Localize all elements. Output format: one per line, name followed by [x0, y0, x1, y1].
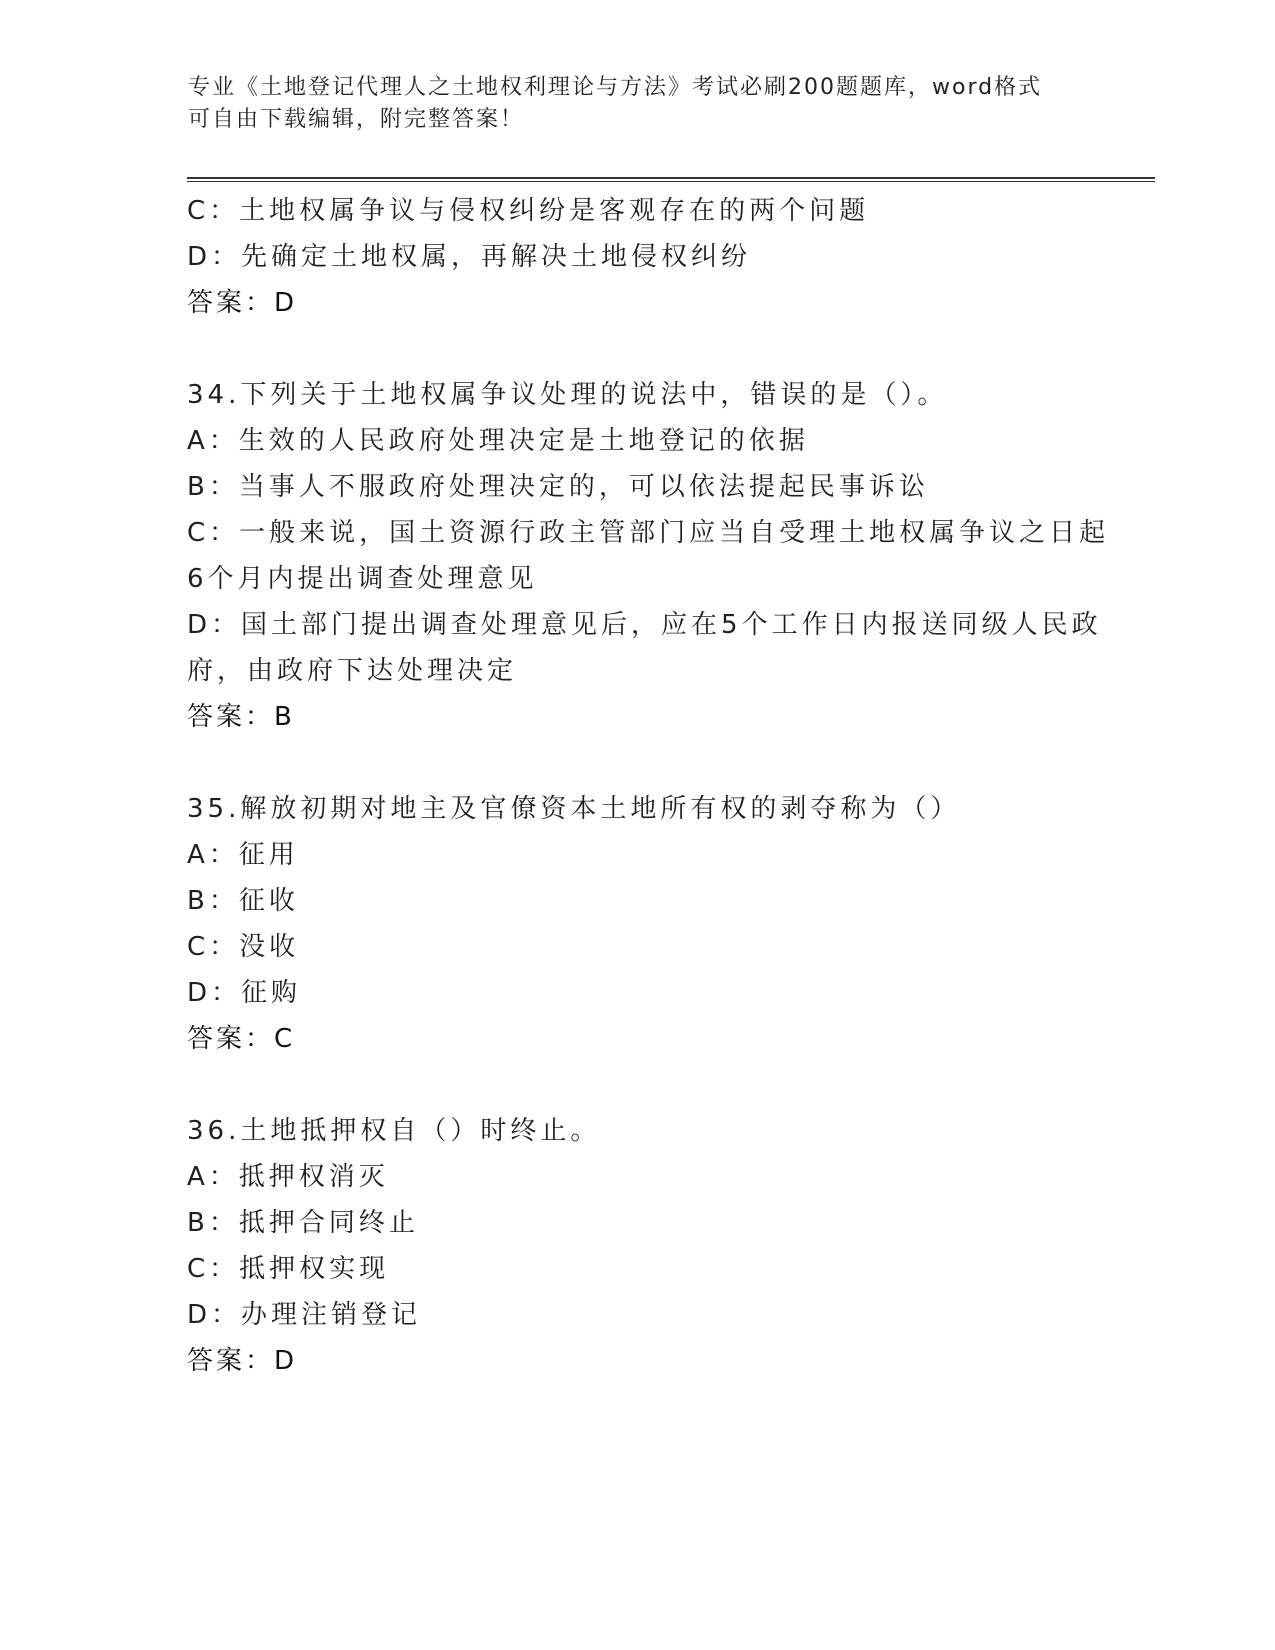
question-33-continued	[187, 188, 1087, 326]
header-divider-thick	[187, 177, 1155, 179]
option-a: A：抵押权消灭	[187, 1162, 389, 1192]
question-35	[187, 786, 1087, 1062]
option-d: D：先确定土地权属，再解决土地侵权纠纷	[187, 242, 752, 272]
option-d: D：办理注销登记	[187, 1300, 422, 1330]
option-b: B：抵押合同终止	[187, 1208, 419, 1238]
option-a: A：征用	[187, 840, 299, 870]
header-title-line-1: 专业《土地登记代理人之土地权利理论与方法》考试必刷200题题库，word格式	[188, 75, 1043, 100]
option-b: B：当事人不服政府处理决定的，可以依法提起民事诉讼	[187, 472, 929, 502]
spacer	[187, 1062, 1087, 1108]
spacer	[187, 326, 1087, 372]
answer-line: 答案：B	[187, 702, 295, 732]
header-title-line-2: 可自由下载编辑，附完整答案！	[188, 107, 525, 132]
option-a: A：生效的人民政府处理决定是土地登记的依据	[187, 426, 809, 456]
spacer	[187, 740, 1087, 786]
header-divider-thin	[187, 181, 1155, 182]
option-c: C：没收	[187, 932, 300, 962]
question-34	[187, 372, 1110, 740]
question-stem: 35.解放初期对地主及官僚资本土地所有权的剥夺称为（）	[187, 794, 961, 824]
option-d: D：征购	[187, 978, 302, 1008]
answer-line: 答案：D	[187, 288, 298, 318]
question-stem: 34.下列关于土地权属争议处理的说法中，错误的是（）。	[187, 380, 948, 410]
question-36	[187, 1108, 1087, 1384]
option-c-continued: 6个月内提出调查处理意见	[187, 564, 538, 594]
option-c: C：土地权属争议与侵权纠纷是客观存在的两个问题	[187, 196, 870, 226]
question-list	[187, 188, 1110, 1384]
option-d: D：国土部门提出调查处理意见后，应在5个工作日内报送同级人民政	[187, 610, 1102, 640]
answer-line: 答案：C	[187, 1024, 296, 1054]
question-stem: 36.土地抵押权自（）时终止。	[187, 1116, 601, 1146]
option-b: B：征收	[187, 886, 299, 916]
document-header	[188, 72, 1088, 136]
option-d-continued: 府，由政府下达处理决定	[187, 656, 518, 686]
answer-line: 答案：D	[187, 1346, 298, 1376]
option-c: C：抵押权实现	[187, 1254, 390, 1284]
option-c: C：一般来说，国土资源行政主管部门应当自受理土地权属争议之日起	[187, 518, 1110, 548]
